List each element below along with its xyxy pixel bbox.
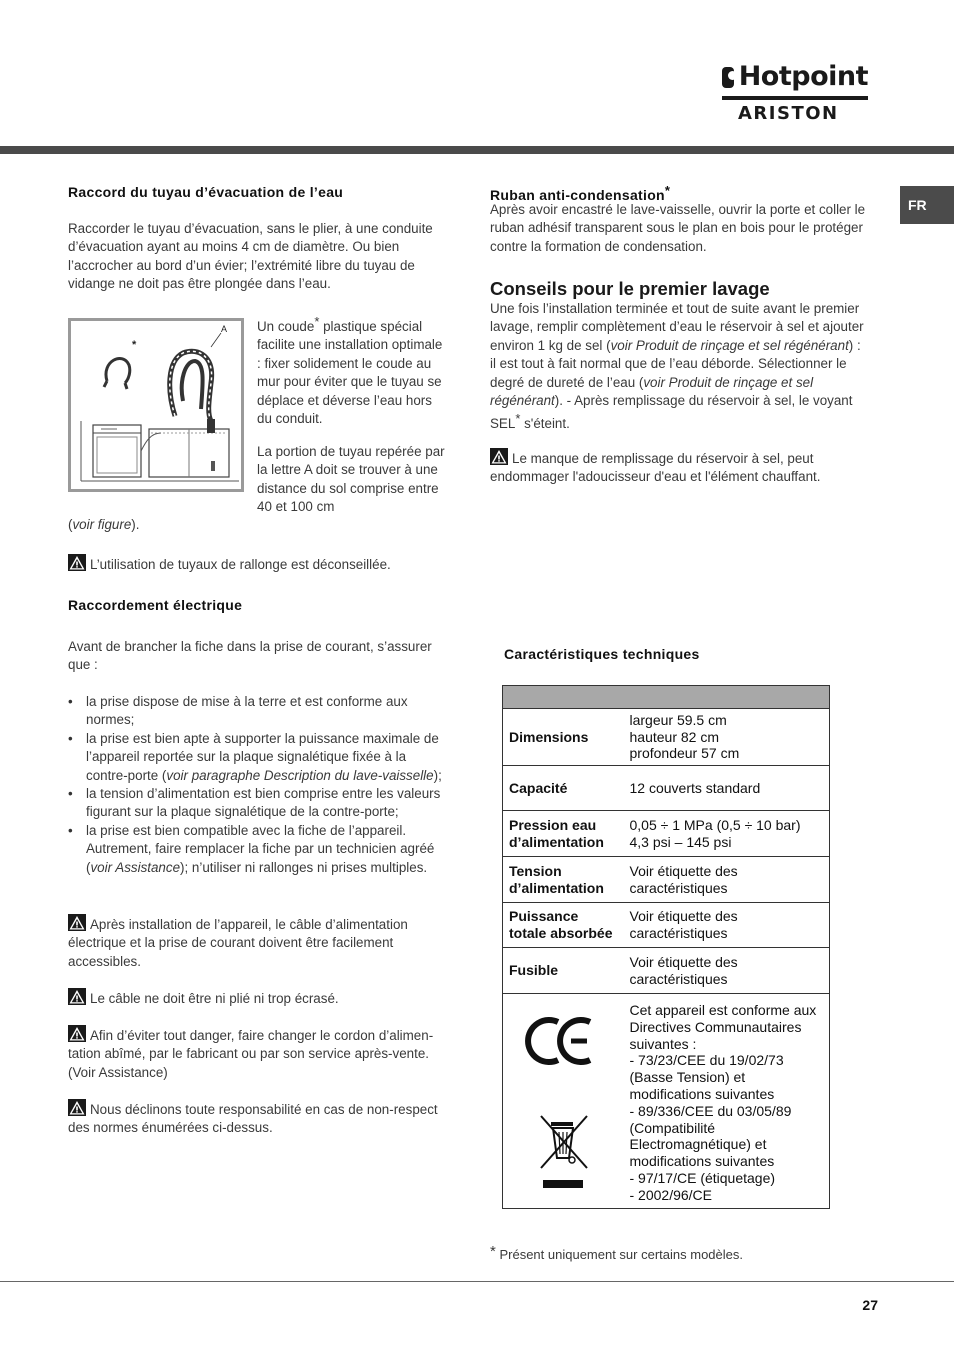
drain-text: Raccorder le tuyau d’évacuation, sans le plier, à une conduite d’évacuation ayant au moins 4 cm de diamètre. Ou bien l’accrocher au bord d’un évier; l’extrémité libre du tuyau de vidange ne doit pas être plongée dans l’eau.: [68, 221, 433, 292]
table-row: [503, 709, 830, 766]
warning-cable: [68, 988, 448, 1008]
rinse-salt-link[interactable]: voir Produit de rinçage et sel régénérant: [490, 374, 814, 409]
warning-salt-text: Le manque de remplissage du réservoir à sel, peut endommager l'adoucisseur d'eau et l'élément chauffant.: [490, 451, 821, 485]
spec-label: Pression eau d’alimentation: [503, 811, 625, 857]
electrical-section-title: Raccordement électrique: [68, 597, 243, 613]
hotpoint-logo-icon: [722, 67, 734, 88]
warning-icon: [490, 448, 508, 465]
warning-access: [68, 914, 448, 971]
specs-table: [502, 685, 830, 1209]
conformity-marks-cell: [503, 994, 625, 1209]
warning-icon: [68, 554, 86, 571]
footer-divider: [0, 1281, 954, 1282]
spec-label: Tension d’alimentation: [503, 857, 625, 903]
spec-label: Fusible: [503, 948, 625, 994]
drain-section-title: Raccord du tuyau d’évacuation de l’eau: [68, 184, 344, 200]
figure-label-a: A: [221, 324, 228, 334]
brand-logo: [722, 62, 868, 125]
table-row: [503, 766, 830, 811]
list-item: [68, 785, 448, 822]
bullet-text: la prise est bien compatible avec la fiche de l’appareil. Autrement, faire remplacer la fiche par un technicien agréé (: [86, 822, 435, 875]
drain-hose-illustration: [71, 321, 241, 489]
spec-label: Dimensions: [503, 709, 625, 766]
footnote-star: *: [515, 411, 521, 427]
page-number: 27: [862, 1297, 878, 1313]
logo-divider: [722, 96, 868, 100]
drain-hose-figure: [68, 318, 244, 492]
spec-label: Puissance totale absorbée: [503, 903, 625, 948]
bullet-text-end: ); n’utiliser ni rallonges ni prises multiples.: [180, 859, 428, 875]
see-figure-note: [68, 516, 268, 534]
rinse-salt-link[interactable]: voir Produit de rinçage et sel régénérant: [610, 337, 849, 353]
spec-value: 12 couverts standard: [625, 766, 830, 811]
warning-cord-text: Afin d’éviter tout danger, faire changer le cordon d’alimen-tation abîmé, par le fabricant ou par son service après-vente. (Voir Assistance): [68, 1028, 434, 1080]
elbow-description: [257, 313, 447, 428]
footnote-text: Présent uniquement sur certains modèles.: [499, 1247, 743, 1262]
specs-table-body: [502, 708, 830, 1209]
warning-icon: [68, 1099, 86, 1116]
ce-weee-marks: [503, 994, 623, 1194]
warning-icon: [68, 988, 86, 1005]
brand-name-bottom: ARISTON: [738, 103, 839, 124]
footnote-star: *: [490, 1243, 496, 1260]
description-link[interactable]: voir paragraphe Description du lave-vaisselle: [166, 767, 434, 783]
footnote-star: *: [314, 314, 320, 329]
warning-icon: [68, 914, 86, 931]
spec-value: Voir étiquette des caractéristiques: [625, 948, 830, 994]
bullet-text: la prise est bien apte à supporter la puissance maximale de l’appareil reportée sur la plaque signalétique fixée à la contre-porte (: [86, 730, 439, 783]
table-row: [503, 903, 830, 948]
warning-salt: [490, 448, 870, 487]
brand-name-top: Hotpoint: [738, 61, 868, 92]
first-wash-title: Conseils pour le premier lavage: [490, 278, 770, 299]
warning-cord: [68, 1025, 448, 1082]
specs-table-header: [502, 685, 830, 708]
table-row: [503, 857, 830, 903]
bullet-text: la prise dispose de mise à la terre et est conforme aux normes;: [86, 694, 408, 728]
spec-label: Capacité: [503, 766, 625, 811]
warning-icon: [68, 1025, 86, 1042]
elbow-text-rest: plastique spécial facilite une installation optimale : fixer solidement le coude au mur pour éviter que le tuyau se déplace et déverse l’eau hors du conduit.: [257, 319, 443, 427]
conformity-text: Cet appareil est conforme aux Directives Communautaires suivantes : - 73/23/CEE du 19/02/73 (Basse Tension) et modifications suivantes - 89/336/CEE du 03/05/89 (Compatibilité Electromagnétique) et modifications suivantes - 97/17/CE (étiquetage) - 2002/96/CE: [625, 994, 830, 1209]
specs-title: Caractéristiques techniques: [504, 646, 700, 662]
footnote-star: *: [664, 183, 671, 198]
first-wash-text-a: Une fois l’installation terminée et tout de suite avant le premier lavage, remplir complètement d’eau le réservoir à sel et ajouter environ 1 kg de sel (: [490, 301, 864, 353]
hose-height-text: La portion de tuyau repérée par la lettre A doit se trouver à une distance du sol comprise entre 40 et 100 cm: [257, 444, 445, 515]
first-wash-text-d: s'éteint.: [520, 416, 570, 432]
first-wash-text-b: ) : il est tout à fait normal que de l’eau déborde. Sélectionner le degré de dureté de l’eau (: [490, 337, 861, 390]
bullet-text: la tension d’alimentation est bien comprise entre les valeurs figurant sur la plaque signalétique de la contre-porte;: [86, 786, 441, 820]
header-bar: [0, 146, 954, 154]
list-item: [68, 822, 448, 877]
first-wash-text-c: ). - Après remplissage du réservoir à sel, le voyant SEL: [490, 393, 853, 432]
warning-access-text: Après installation de l’appareil, le câble d’alimentation électrique et la prise de courant doivent être facilement accessibles.: [68, 917, 408, 969]
first-wash-text: [490, 300, 870, 434]
electrical-intro: Avant de brancher la fiche dans la prise de courant, s’assurer que :: [68, 639, 432, 673]
bullet-text-end: );: [433, 767, 442, 783]
paren-close: ).: [131, 517, 140, 532]
warning-extension: [68, 554, 458, 574]
warning-extension-text: L’utilisation de tuyaux de rallonge est déconseillée.: [90, 557, 391, 572]
assistance-link[interactable]: voir Assistance: [90, 859, 181, 875]
spec-value: Voir étiquette des caractéristiques: [625, 857, 830, 903]
see-figure-link[interactable]: voir figure: [72, 517, 132, 532]
electrical-checklist: [68, 693, 448, 877]
language-tab: FR: [900, 186, 954, 224]
tape-text: Après avoir encastré le lave-vaisselle, ouvrir la porte et coller le ruban adhésif transparent sous le plan en bois pour le protéger contre la formation de condensation.: [490, 202, 866, 254]
table-row: [503, 948, 830, 994]
elbow-text-start: Un coude: [257, 319, 315, 334]
footnote: [490, 1243, 870, 1264]
list-item: [68, 730, 448, 785]
spec-value: 0,05 ÷ 1 MPa (0,5 ÷ 10 bar) 4,3 psi – 145 psi: [625, 811, 830, 857]
warning-liability: [68, 1099, 448, 1138]
tape-title-text: Ruban anti-condensation: [490, 187, 665, 203]
list-item: [68, 693, 448, 730]
figure-label-star: *: [132, 339, 137, 351]
spec-value: Voir étiquette des caractéristiques: [625, 903, 830, 948]
spec-value: largeur 59.5 cm hauteur 82 cm profondeur 57 cm: [625, 709, 830, 766]
table-row: [503, 994, 830, 1209]
warning-cable-text: Le câble ne doit être ni plié ni trop écrasé.: [90, 991, 339, 1006]
warning-liability-text: Nous déclinons toute responsabilité en cas de non-respect des normes énumérées ci-dessus.: [68, 1102, 438, 1136]
table-row: [503, 811, 830, 857]
paren-open: (: [68, 517, 73, 532]
